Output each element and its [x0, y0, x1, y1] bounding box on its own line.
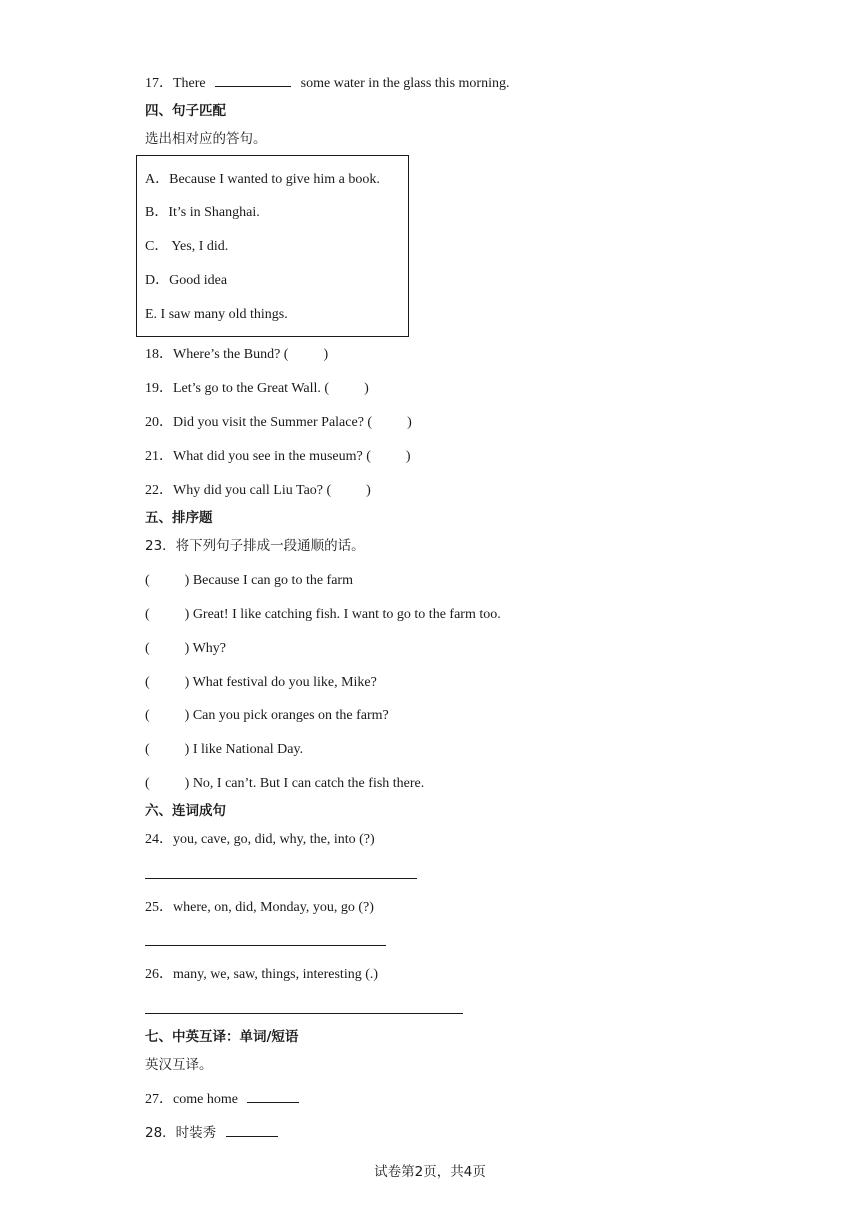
- options-box: [136, 155, 409, 337]
- answer-line[interactable]: [145, 1013, 463, 1014]
- answer-line[interactable]: [145, 878, 417, 879]
- question-20: 20．Did you visit the Summer Palace? ( ): [145, 415, 412, 430]
- option-c: C． Yes, I did.: [145, 239, 229, 254]
- blank[interactable]: [247, 1090, 299, 1103]
- order-item: ( ) What festival do you like, Mike?: [145, 675, 377, 690]
- question-27-text: 27．come home: [145, 1092, 238, 1107]
- order-item: ( ) Why?: [145, 641, 226, 656]
- answer-line[interactable]: [145, 945, 386, 946]
- section-6-title: 六、连词成句: [145, 803, 226, 819]
- order-item: ( ) No, I can’t. But I can catch the fish there.: [145, 776, 425, 791]
- page-footer: 试卷第2页，共4页: [374, 1164, 486, 1180]
- question-21: 21．What did you see in the museum? ( ): [145, 449, 411, 464]
- question-24: 24．you, cave, go, did, why, the, into (?): [145, 832, 375, 847]
- order-item: ( ) I like National Day.: [145, 742, 304, 757]
- option-a: A．Because I wanted to give him a book.: [145, 172, 380, 187]
- option-b: B．It’s in Shanghai.: [145, 205, 260, 220]
- option-d: D．Good idea: [145, 273, 228, 288]
- question-22: 22．Why did you call Liu Tao? ( ): [145, 483, 371, 498]
- option-e: E. I saw many old things.: [145, 307, 288, 322]
- question-17: [145, 74, 509, 93]
- question-17-prefix: 17．There: [145, 76, 206, 91]
- question-18: 18．Where’s the Bund? ( ): [145, 347, 329, 362]
- section-4-instruction: 选出相对应的答句。: [145, 131, 267, 147]
- blank[interactable]: [215, 74, 291, 87]
- section-4-title: 四、句子匹配: [145, 103, 226, 119]
- question-17-suffix: some water in the glass this morning.: [300, 76, 510, 91]
- question-25: 25．where, on, did, Monday, you, go (?): [145, 900, 374, 915]
- section-7-instruction: 英汉互译。: [145, 1057, 213, 1073]
- question-19: 19．Let’s go to the Great Wall. ( ): [145, 381, 369, 396]
- order-item: ( ) Because I can go to the farm: [145, 573, 353, 588]
- order-item: ( ) Great! I like catching fish. I want to go to the farm too.: [145, 607, 501, 622]
- section-7-title: 七、中英互译：单词/短语: [145, 1029, 299, 1045]
- question-27: [145, 1090, 299, 1109]
- question-28: [145, 1124, 278, 1143]
- blank[interactable]: [226, 1124, 278, 1137]
- section-5-title: 五、排序题: [145, 510, 213, 526]
- question-26: 26．many, we, saw, things, interesting (.): [145, 967, 379, 982]
- section-5-instruction: 23．将下列句子排成一段通顺的话。: [145, 538, 365, 554]
- question-28-text: 28．时装秀: [145, 1125, 217, 1141]
- order-item: ( ) Can you pick oranges on the farm?: [145, 708, 389, 723]
